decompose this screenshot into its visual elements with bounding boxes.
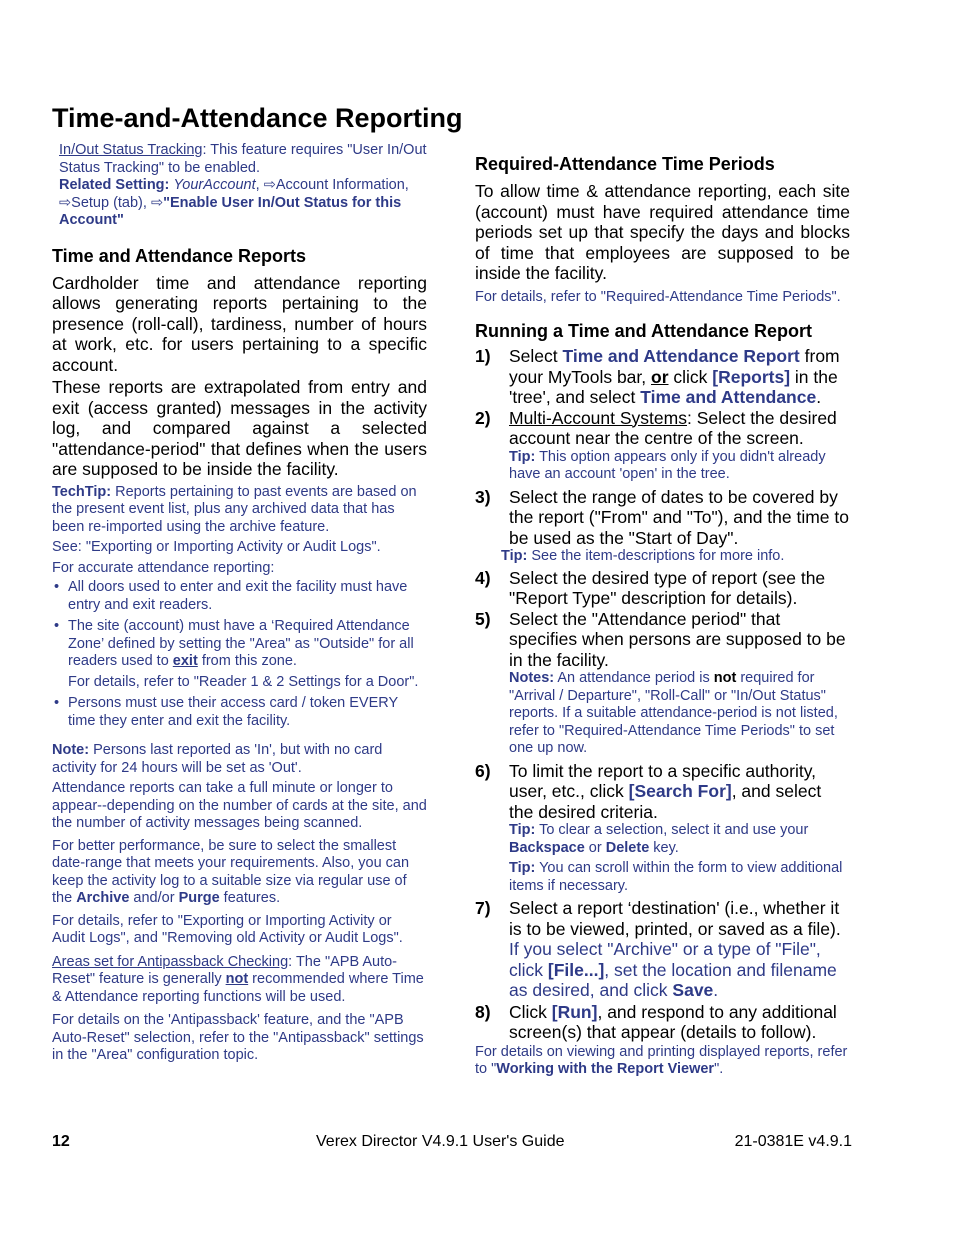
step-2: 2) Multi-Account Systems: Select the desired account near the centre of the screen. Tip: This option appears only if you didn't already have an account 'open' in the tree. <box>475 407 837 482</box>
reports-button-ref: [Reports] <box>712 366 791 387</box>
report-viewer-details: For details on viewing and printing displayed reports, refer to "Working with the Report Viewer". <box>475 1043 848 1077</box>
step-4: 4) Select the desired type of report (see the "Report Type" description for details). <box>475 567 826 608</box>
right-column <box>475 154 850 1079</box>
step-8: 8) Click [Run], and respond to any additional screen(s) that appear (details to follow). <box>475 1001 837 1042</box>
step-1: 1) Select Time and Attendance Report from your MyTools bar, or click [Reports] in the 'tree', and select Time and Attendance. <box>475 346 840 407</box>
techtip: TechTip: Reports pertaining to past events are based on the present event list, plus any archived data that has been re-imported using the archive feature. <box>52 483 417 535</box>
page-title: Time-and-Attendance Reporting <box>52 103 463 133</box>
step-6: 6) To limit the report to a specific authority, user, etc., click [Search For], and select the desired criteria. Tip: To clear a selection, select it and use your Backspace or Delete key. Tip: You can scroll within the form to view additional items if necessary. <box>475 760 843 894</box>
in-out-status-link[interactable]: In/Out Status Tracking <box>59 142 203 158</box>
para-extrapolated: These reports are extrapolated from entry and exit (access granted) messages in the activity log, and compared against a selected "attendance-period" that defines when the users are supposed to be inside the facility. <box>52 377 427 479</box>
antipassback-link[interactable]: Areas set for Antipassback Checking <box>52 953 289 970</box>
page-number: 12 <box>52 1133 70 1150</box>
para-required: To allow time & attendance reporting, each site (account) must have required attendance time periods set up that specify the days and blocks of time that employees are supposed to be inside the facility. <box>475 181 850 283</box>
list-item: • The site (account) must have a ‘Required Attendance Zone’ defined by setting the "Area" as "Outside" for all readers used to exit from this zone. For details, refer to "Reader 1 & 2 Settings for a Door". <box>52 618 427 691</box>
performance-note: For better performance, be sure to select the smallest date-range that meets your requirements. Also, you can keep the activity log to a suitable size via regular use of the Archive and/or Purge features. <box>52 837 410 906</box>
requirements-list <box>52 579 427 730</box>
intro-note: In/Out Status Tracking: This feature requires "User In/Out Status Tracking" to be enabled. Related Setting: YourAccount, ⇨Account Information, ⇨Setup (tab), ⇨"Enable User In/Out Status for this Account" <box>59 142 427 228</box>
step-3: 3) Select the range of dates to be covered by the report ("From" and "To"), and the time to be used as the "Start of Day". Tip: See the item-descriptions for more info. <box>475 486 849 564</box>
left-column <box>52 142 427 1065</box>
para-reporting: Cardholder time and attendance reporting allows generating reports pertaining to the presence (roll-call), tardiness, number of hours at work, etc. for users pertaining to a specific account. <box>52 272 427 375</box>
section-heading-running: Running a Time and Attendance Report <box>475 321 813 341</box>
note: Note: Persons last reported as 'In', but with no card activity for 24 hours will be set as 'Out'. <box>52 742 383 776</box>
section-heading-reports: Time and Attendance Reports <box>52 245 307 266</box>
apb-note: Areas set for Antipassback Checking: The "APB Auto-Reset" feature is generally not recommended where Time & Attendance reporting functions will be used. <box>52 953 424 1005</box>
list-item: • All doors used to enter and exit the facility must have entry and exit readers. <box>52 579 427 614</box>
export-details: For details, refer to "Exporting or Importing Activity or Audit Logs", and "Removing old Activity or Audit Logs". <box>52 912 403 946</box>
list-item: • Persons must use their access card / token EVERY time they enter and exit the facility. <box>52 695 427 730</box>
accurate-heading: For accurate attendance reporting: <box>52 559 275 576</box>
step-5: 5) Select the "Attendance period" that specifies when persons are supposed to be in the facility. Notes: An attendance period is not required for "Arrival / Departure", "Roll-Call" or "In/Out Status" reports. If a suitable attendance-period is not listed, refer to "Required-Attendance Time Periods" to set one up now. <box>475 608 846 756</box>
apb-details: For details on the 'Antipassback' feature, and the "APB Auto-Reset" selection, refer to the "Antipassback" settings in the "Area" configuration topic. <box>52 1012 424 1063</box>
attendance-minute-note: Attendance reports can take a full minute or longer to appear--depending on the number of cards at the site, and the number of activity messages being scanned. <box>52 780 427 831</box>
see-reference: See: "Exporting or Importing Activity or Audit Logs". <box>52 539 381 555</box>
steps-list <box>475 346 850 1043</box>
footer-version: 21-0381E v4.9.1 <box>734 1133 852 1150</box>
required-details: For details, refer to "Required-Attendance Time Periods". <box>475 288 841 305</box>
footer-title: Verex Director V4.9.1 User's Guide <box>316 1133 565 1150</box>
step-7: 7) Select a report ‘destination' (i.e., whether it is to be viewed, printed, or saved as a file). If you select "Archive" or a type of "File", click [File...], set the location and filename as desired, and click Save. <box>475 898 841 1000</box>
section-heading-required: Required-Attendance Time Periods <box>475 154 775 174</box>
